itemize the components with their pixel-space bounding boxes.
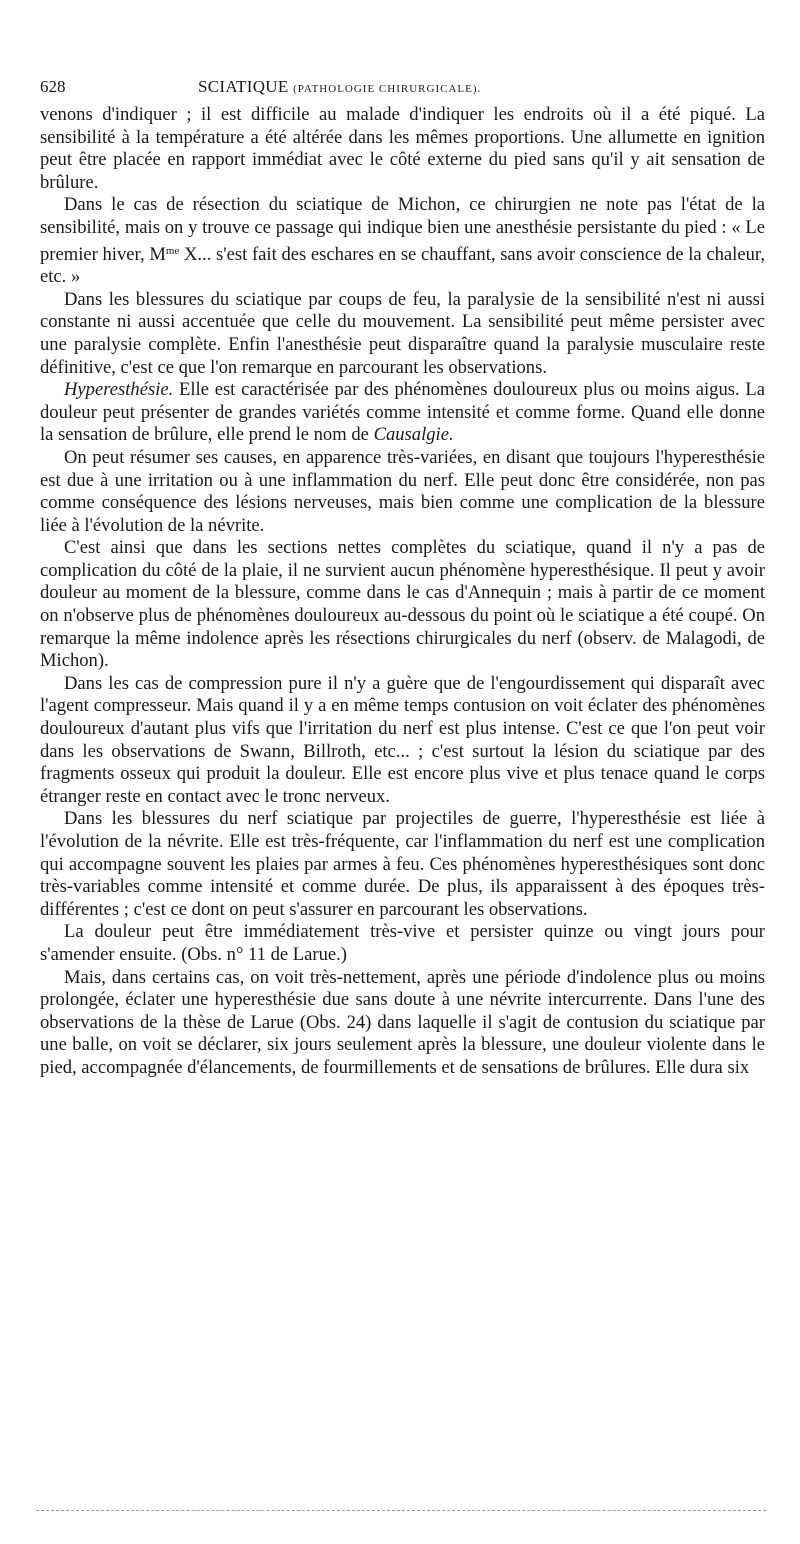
chapter-title: SCIATIQUE	[198, 77, 289, 96]
quote-title: M	[149, 243, 166, 265]
paragraph: Dans les cas de compression pure il n'y a guère que de l'engourdissement qui disparaît avec l'agent compresseur. Mais quand il y a en même temps contusion on voit éclater des phénomènes douloureux d'autant plus vifs que l'irritation du nerf est plus intense. C'est ce que l'on peut voir dans les observations de Swann, Billroth, etc... ; c'est surtout la lésion du sciatique par des fragments osseux qui produit la douleur. Elle est encore plus vive et plus tenace quand le corps étranger reste en contact avec le tronc nerveux.	[40, 672, 765, 807]
paragraph: La douleur peut être immédiatement très-vive et persister quinze ou vingt jours pour s'amender ensuite. (Obs. n° 11 de Larue.)	[40, 921, 765, 965]
paragraph: venons d'indiquer ; il est difficile au malade d'indiquer les endroits où il a été piqué. La sensibilité à la température a été altérée dans les mêmes proportions. Une allumette en ignition peut être placée en rapport immédiat avec le côté externe du pied sans qu'il y ait sensation de brûlure.	[40, 104, 765, 193]
chapter-subtitle: (PATHOLOGIE CHIRURGICALE).	[293, 83, 482, 95]
paragraph	[40, 194, 765, 288]
term-causalgie: Causalgie.	[373, 424, 454, 446]
paragraph: Dans les blessures du sciatique par coups de feu, la paralysie de la sensibilité n'est ni aussi constante ni aussi accentuée que celle du mouvement. La sensibilité peut même persister avec une paralysie complète. Enfin l'anesthésie peut disparaître quand la paralysie musculaire reste définitive, c'est ce que l'on remarque en parcourant les observations.	[40, 288, 765, 378]
paragraph-text: Dans le cas de résection du sciatique de Michon, ce chirurgien ne note pas l'état de la sensibilité, mais on y trouve ce passage qui indique bien une anesthésie persistante du pied : « Le premier hiver,	[40, 194, 765, 265]
paragraph: On peut résumer ses causes, en apparence très-variées, en disant que toujours l'hyperesthésie est due à une irritation ou à une inflammation du nerf. Elle peut donc être considérée, non pas comme conséquence des lésions nerveuses, mais bien comme une complication de la blessure liée à l'évolution de la névrite.	[40, 446, 765, 536]
paragraph-text: Elle est caractérisée par des phénomènes douloureux plus ou moins aigus. La douleur peut présenter de grandes variétés comme intensité et comme forme. Quand elle donne la sensation de brûlure, elle prend le nom de	[40, 379, 765, 446]
running-title	[198, 72, 718, 104]
paragraph	[40, 379, 765, 447]
body-text	[40, 104, 765, 1080]
footer-divider	[36, 1510, 766, 1511]
running-header	[40, 72, 765, 102]
page-number: 628	[40, 77, 66, 96]
section-heading: Hyperesthésie.	[64, 379, 174, 401]
paragraph: C'est ainsi que dans les sections nettes complètes du sciatique, quand il n'y a pas de complication du côté de la plaie, il ne survient aucun phénomène hyperesthésique. Il peut y avoir douleur au moment de la blessure, comme dans le cas d'Annequin ; mais à partir de ce moment on n'observe plus de phénomènes douloureux au-dessous du point où le sciatique a été coupé. On remarque la même indolence après les résections chirurgicales du nerf (observ. de Malagodi, de Michon).	[40, 537, 765, 672]
quote-text: X... s'est fait des eschares en se chauffant, sans avoir conscience de la chaleur, etc. »	[40, 243, 765, 288]
quote-title-superscript: me	[165, 244, 180, 257]
paragraph: Dans les blessures du nerf sciatique par projectiles de guerre, l'hyperesthésie est liée à l'évolution de la névrite. Elle est très-fréquente, car l'inflammation du nerf est une complication qui accompagne souvent les plaies par armes à feu. Ces phénomènes hyperesthésiques sont donc très-variables comme intensité et comme durée. De plus, ils apparaissent à des époques très-différentes ; c'est ce dont on peut s'assurer en parcourant les observations.	[40, 808, 765, 920]
paragraph: Mais, dans certains cas, on voit très-nettement, après une période d'indolence plus ou moins prolongée, éclater une hyperesthésie due sans doute à une névrite intercurrente. Dans l'une des observations de la thèse de Larue (Obs. 24) dans laquelle il s'agit de contusion du sciatique par une balle, on voit se déclarer, six jours seulement après la blessure, une douleur violente dans le pied, accompagnée d'élancements, de fourmillements et de sensations de brûlures. Elle dura six	[40, 966, 765, 1078]
